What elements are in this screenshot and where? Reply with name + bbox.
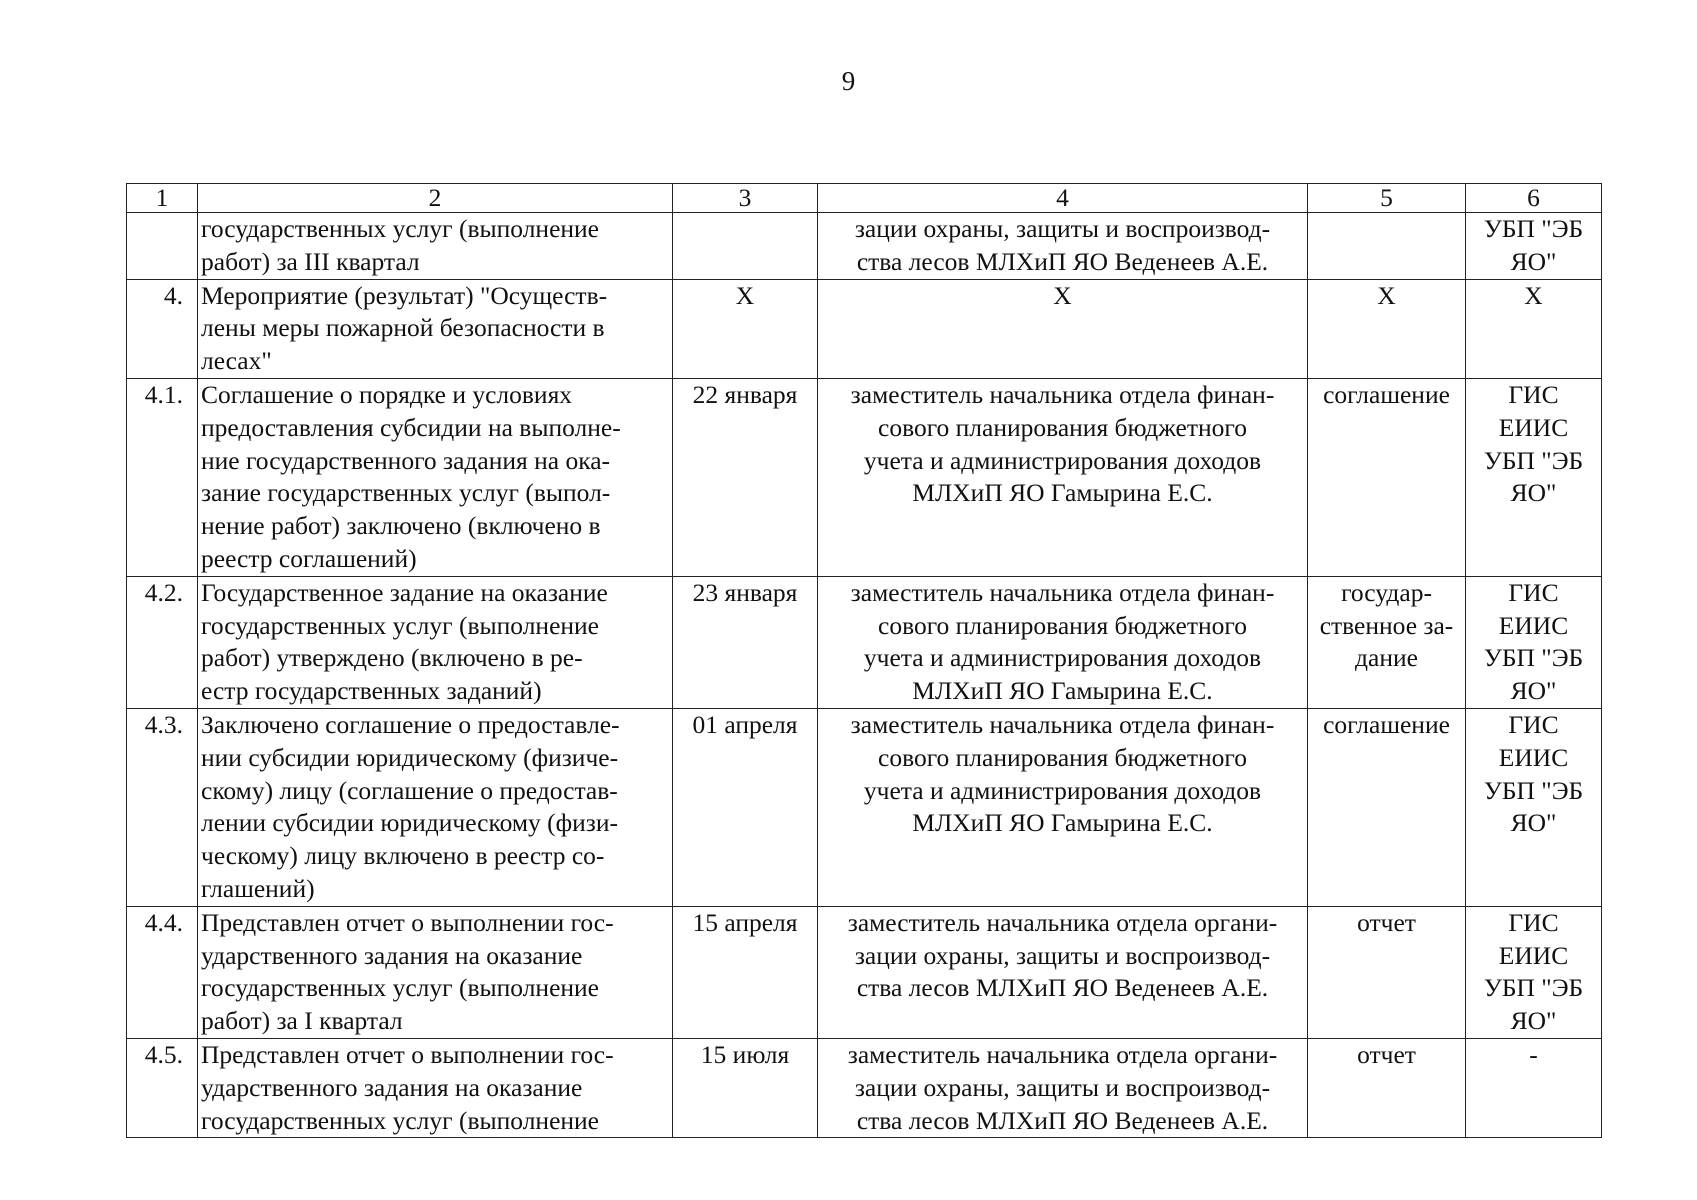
- cell-text-line: работ) за I квартал: [201, 1006, 403, 1036]
- cell-document: [1308, 708, 1466, 906]
- cell-responsible: [818, 279, 1308, 378]
- cell-text-line: ГИС: [1508, 379, 1559, 409]
- column-header: 1: [127, 184, 198, 213]
- cell-text-line: заместитель начальника отдела органи-: [847, 1039, 1278, 1069]
- cell-text-line: предоставления субсидии на выполне-: [201, 412, 621, 442]
- column-header: 4: [818, 184, 1308, 213]
- cell-system: [1466, 1038, 1602, 1137]
- cell-text-line: ГИС: [1508, 709, 1559, 739]
- cell-text-line: -: [1529, 1039, 1538, 1069]
- cell-text-line: ГИС: [1508, 907, 1559, 937]
- cell-document: [1308, 279, 1466, 378]
- cell-text-line: 4.4.: [144, 907, 183, 937]
- column-header: 3: [673, 184, 818, 213]
- page-number: 9: [841, 66, 856, 96]
- cell-text-line: ства лесов МЛХиП ЯО Веденеев А.Е.: [856, 246, 1269, 276]
- cell-text-line: лении субсидии юридическому (физи-: [201, 808, 618, 838]
- cell-text-line: заместитель начальника отдела финан-: [850, 577, 1275, 607]
- cell-text-line: ЕИИС: [1498, 742, 1569, 772]
- cell-responsible: [818, 906, 1308, 1038]
- cell-text-line: ГИС: [1508, 577, 1559, 607]
- cell-text-line: лесах": [201, 346, 272, 376]
- cell-text-line: УБП "ЭБ: [1483, 643, 1584, 673]
- cell-text-line: Заключено соглашение о предоставле-: [201, 709, 620, 739]
- cell-number: [127, 279, 198, 378]
- cell-text-line: 4.2.: [144, 577, 183, 607]
- cell-text-line: ЕИИС: [1498, 610, 1569, 640]
- cell-text-line: ЯО": [1510, 808, 1557, 838]
- cell-text-line: государственных услуг (выполнение: [201, 214, 600, 243]
- cell-event: [198, 378, 673, 576]
- cell-text-line: ЕИИС: [1498, 412, 1569, 442]
- cell-responsible: [818, 576, 1308, 708]
- cell-number: [127, 1038, 198, 1137]
- cell-text-line: Представлен отчет о выполнении гос-: [201, 1039, 614, 1069]
- cell-text-line: работ) за III квартал: [201, 246, 420, 276]
- cell-text-line: соглашение: [1323, 709, 1450, 739]
- cell-text-line: X: [1053, 280, 1072, 310]
- cell-date: [673, 906, 818, 1038]
- cell-number: [127, 378, 198, 576]
- cell-system: [1466, 708, 1602, 906]
- cell-text-line: Государственное задание на оказание: [201, 577, 608, 607]
- cell-event: [198, 279, 673, 378]
- cell-text-line: глашений): [201, 873, 315, 903]
- cell-event: [198, 906, 673, 1038]
- cell-text-line: ударственного задания на оказание: [201, 940, 583, 970]
- cell-system: [1466, 906, 1602, 1038]
- cell-text-line: соглашение: [1323, 379, 1450, 409]
- cell-event: [198, 708, 673, 906]
- cell-text-line: 4.: [163, 280, 183, 310]
- cell-text-line: ЯО": [1510, 246, 1557, 276]
- cell-text-line: МЛХиП ЯО Гамырина Е.С.: [912, 676, 1213, 706]
- cell-text-line: нии субсидии юридическому (физиче-: [201, 742, 619, 772]
- cell-text-line: УБП "ЭБ: [1483, 775, 1584, 805]
- cell-text-line: ЯО": [1510, 478, 1557, 508]
- cell-text-line: МЛХиП ЯО Гамырина Е.С.: [912, 478, 1213, 508]
- cell-text-line: зание государственных услуг (выпол-: [201, 478, 611, 508]
- cell-text-line: УБП "ЭБ: [1483, 445, 1584, 475]
- table-row: [127, 1038, 1602, 1137]
- cell-text-line: реестр соглашений): [201, 543, 417, 573]
- cell-text-line: работ) утверждено (включено в ре-: [201, 643, 583, 673]
- cell-text-line: ства лесов МЛХиП ЯО Веденеев А.Е.: [856, 973, 1269, 1003]
- cell-text-line: государственных услуг (выполнение: [201, 973, 600, 1003]
- table-row: [127, 378, 1602, 576]
- cell-text-line: Мероприятие (результат) "Осуществ-: [201, 280, 608, 310]
- cell-text-line: учета и администрирования доходов: [863, 445, 1262, 475]
- cell-text-line: государственных услуг (выполнение: [201, 1105, 600, 1135]
- cell-text-line: ЯО": [1510, 676, 1557, 706]
- cell-text-line: 15 апреля: [692, 907, 798, 937]
- cell-number: [127, 213, 198, 280]
- cell-date: [673, 576, 818, 708]
- cell-text-line: 22 января: [692, 379, 798, 409]
- cell-text-line: УБП "ЭБ: [1483, 973, 1584, 1003]
- cell-text-line: 4.5.: [144, 1039, 183, 1069]
- cell-date: [673, 213, 818, 280]
- column-header: 6: [1466, 184, 1602, 213]
- cell-text-line: ства лесов МЛХиП ЯО Веденеев А.Е.: [856, 1105, 1269, 1135]
- cell-text-line: отчет: [1357, 907, 1416, 937]
- cell-text-line: X: [1377, 280, 1396, 310]
- cell-text-line: 4.3.: [144, 709, 183, 739]
- table-row: [127, 279, 1602, 378]
- cell-text-line: X: [1524, 280, 1543, 310]
- cell-text-line: Представлен отчет о выполнении гос-: [201, 907, 614, 937]
- cell-text-line: ческому) лицу включено в реестр со-: [201, 841, 605, 871]
- plan-table: [126, 183, 1602, 1138]
- table-row: [127, 213, 1602, 280]
- cell-text-line: ние государственного задания на ока-: [201, 445, 611, 475]
- cell-text-line: ЯО": [1510, 1006, 1557, 1036]
- cell-number: [127, 708, 198, 906]
- cell-text-line: лены меры пожарной безопасности в: [201, 313, 605, 343]
- cell-text-line: естр государственных заданий): [201, 676, 542, 706]
- cell-system: [1466, 213, 1602, 280]
- cell-text-line: сового планирования бюджетного: [878, 742, 1247, 772]
- cell-responsible: [818, 213, 1308, 280]
- cell-text-line: государственных услуг (выполнение: [201, 610, 600, 640]
- cell-text-line: заместитель начальника отдела финан-: [850, 709, 1275, 739]
- cell-document: [1308, 378, 1466, 576]
- cell-document: [1308, 213, 1466, 280]
- cell-responsible: [818, 708, 1308, 906]
- cell-event: [198, 1038, 673, 1137]
- cell-text-line: УБП "ЭБ: [1483, 214, 1584, 243]
- cell-date: [673, 378, 818, 576]
- cell-date: [673, 279, 818, 378]
- cell-system: [1466, 378, 1602, 576]
- cell-text-line: заместитель начальника отдела органи-: [847, 907, 1278, 937]
- cell-text-line: отчет: [1357, 1039, 1416, 1069]
- cell-text-line: учета и администрирования доходов: [863, 643, 1262, 673]
- cell-text-line: ственное за-: [1319, 610, 1454, 640]
- cell-text-line: сового планирования бюджетного: [878, 412, 1247, 442]
- cell-responsible: [818, 378, 1308, 576]
- cell-text-line: Соглашение о порядке и условиях: [201, 379, 573, 409]
- cell-document: [1308, 1038, 1466, 1137]
- column-header: 2: [198, 184, 673, 213]
- cell-event: [198, 213, 673, 280]
- cell-text-line: зации охраны, защиты и воспроизвод-: [854, 214, 1271, 243]
- cell-text-line: МЛХиП ЯО Гамырина Е.С.: [912, 808, 1213, 838]
- cell-text-line: ЕИИС: [1498, 940, 1569, 970]
- cell-text-line: зации охраны, защиты и воспроизвод-: [854, 940, 1271, 970]
- cell-date: [673, 708, 818, 906]
- cell-text-line: скому) лицу (соглашение о предостав-: [201, 775, 618, 805]
- cell-number: [127, 906, 198, 1038]
- cell-document: [1308, 576, 1466, 708]
- cell-text-line: сового планирования бюджетного: [878, 610, 1247, 640]
- cell-event: [198, 576, 673, 708]
- cell-text-line: государ-: [1341, 577, 1432, 607]
- cell-system: [1466, 576, 1602, 708]
- cell-text-line: 23 января: [692, 577, 798, 607]
- column-header: 5: [1308, 184, 1466, 213]
- cell-text-line: дание: [1355, 643, 1418, 673]
- cell-system: [1466, 279, 1602, 378]
- cell-text-line: зации охраны, защиты и воспроизвод-: [854, 1072, 1271, 1102]
- cell-text-line: учета и администрирования доходов: [863, 775, 1262, 805]
- cell-text-line: заместитель начальника отдела финан-: [850, 379, 1275, 409]
- cell-text-line: 15 июля: [700, 1039, 790, 1069]
- table-header-row: [127, 184, 1602, 213]
- cell-number: [127, 576, 198, 708]
- table-row: [127, 576, 1602, 708]
- cell-text-line: ударственного задания на оказание: [201, 1072, 583, 1102]
- cell-responsible: [818, 1038, 1308, 1137]
- cell-text-line: 01 апреля: [692, 709, 798, 739]
- cell-date: [673, 1038, 818, 1137]
- cell-document: [1308, 906, 1466, 1038]
- cell-text-line: 4.1.: [144, 379, 183, 409]
- cell-text-line: X: [735, 280, 755, 310]
- cell-text-line: нение работ) заключено (включено в: [201, 511, 601, 541]
- table-row: [127, 906, 1602, 1038]
- table-row: [127, 708, 1602, 906]
